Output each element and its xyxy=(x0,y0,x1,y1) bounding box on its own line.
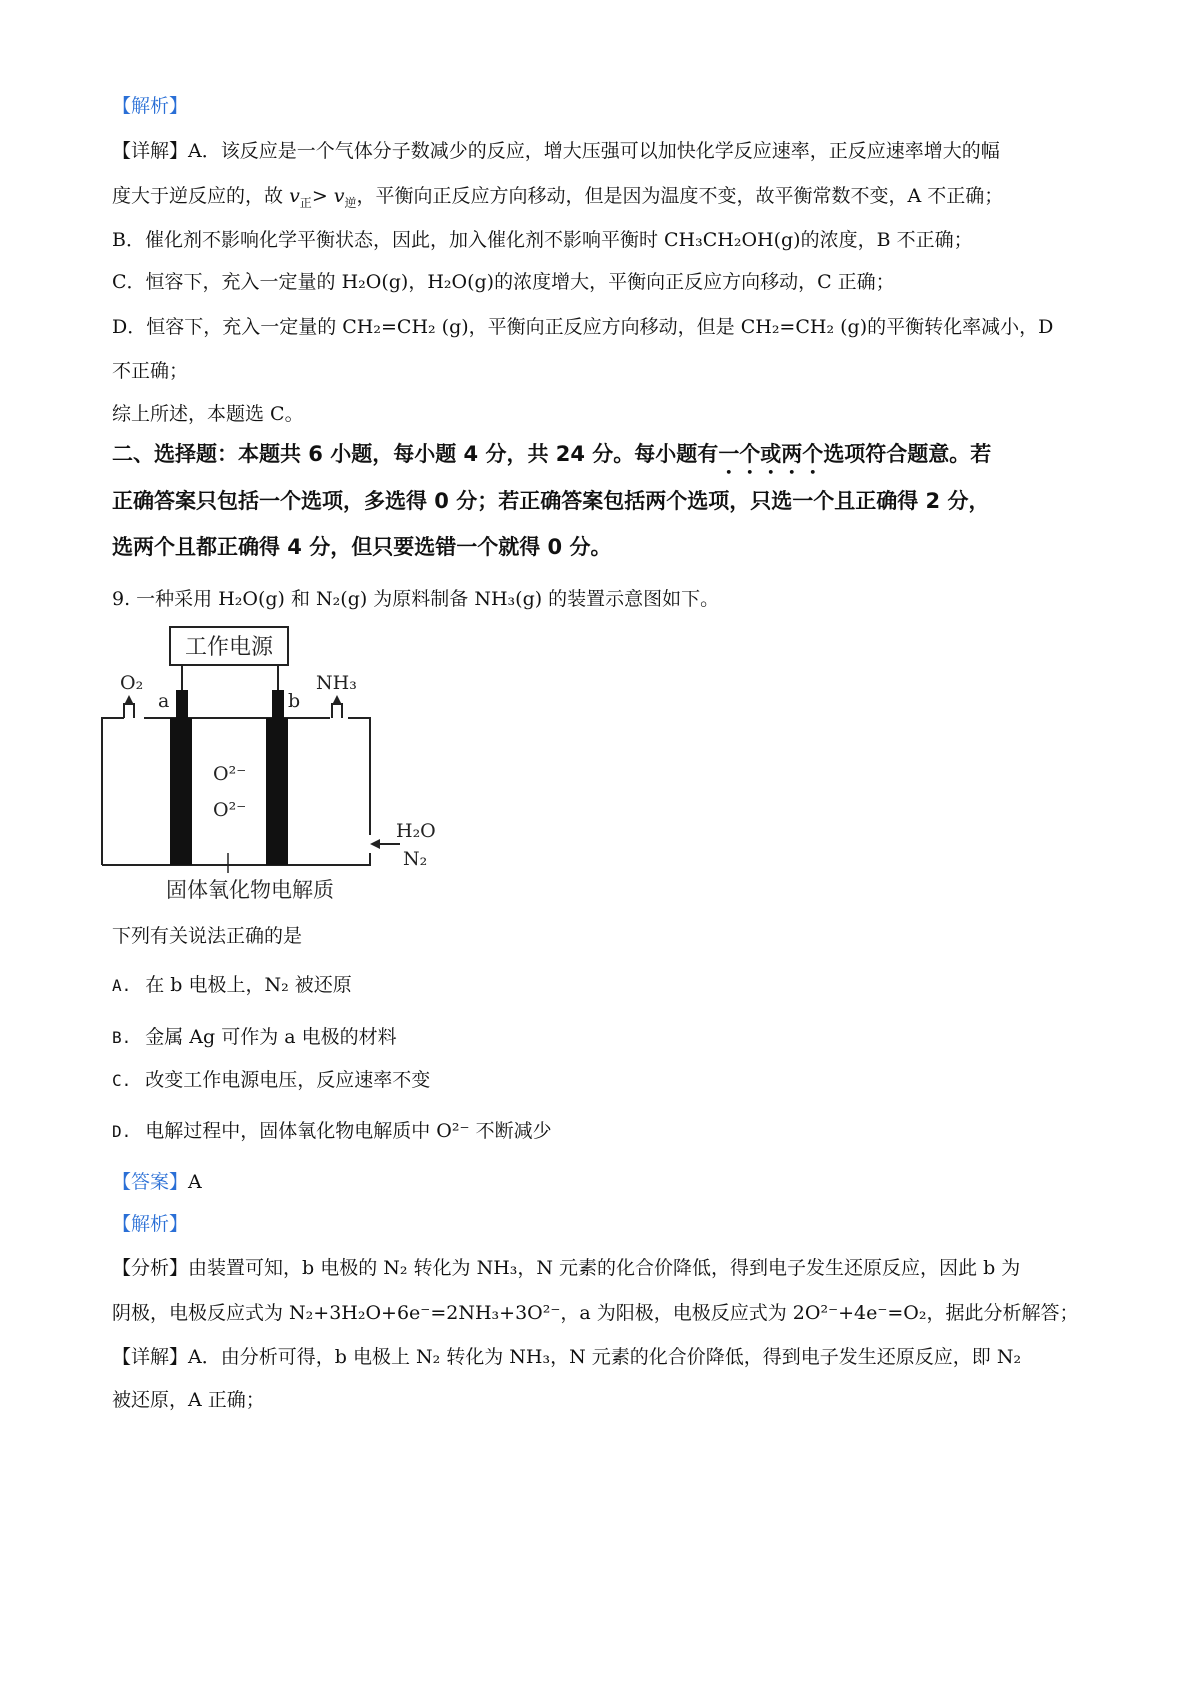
nh3-label: NH₃ xyxy=(316,672,357,694)
fenxi-label: 【分析】 xyxy=(112,1257,189,1279)
h2o-label: H₂O xyxy=(396,820,436,842)
oxide-ion-2: O²⁻ xyxy=(213,799,247,821)
cell-left-wall xyxy=(102,718,124,865)
section-heading-line3: 选两个且都正确得 4 分，但只要选错一个就得 0 分。 xyxy=(112,535,612,559)
option-a xyxy=(112,971,352,1000)
v-symbol: v xyxy=(289,185,300,207)
electrode-a xyxy=(170,718,192,865)
option-c-label: C. xyxy=(112,1071,132,1090)
answer-xiangjie-label: 【详解】 xyxy=(112,1346,189,1368)
electrode-a-top xyxy=(176,690,188,718)
xiangjie-label: 【详解】 xyxy=(112,140,189,162)
detail-line-a1 xyxy=(112,137,1102,165)
o2-label: O₂ xyxy=(120,672,144,694)
option-b-label: B. xyxy=(112,1028,132,1047)
option-b xyxy=(112,1023,397,1052)
analysis-text1: 由装置可知，b 电极的 N₂ 转化为 NH₃，N 元素的化合价降低，得到电子发生还原反应，因此 b 为 xyxy=(188,1257,1021,1279)
option-d-label: D. xyxy=(112,1122,132,1141)
electrode-a-label: a xyxy=(158,690,170,712)
answer-detail-line1 xyxy=(112,1343,1102,1371)
summary-line: 综上所述，本题选 C。 xyxy=(112,403,304,425)
detail-text-a2-post: ，平衡向正反应方向移动，但是因为温度不变，故平衡常数不变，A 不正确； xyxy=(356,185,1004,207)
v-symbol-2: v xyxy=(333,185,345,207)
detail-line-c: C．恒容下，充入一定量的 H₂O(g)，H₂O(g)的浓度增大，平衡向正反应方向移动，C 正确； xyxy=(112,271,895,293)
option-a-text: 在 b 电极上，N₂ 被还原 xyxy=(145,974,352,996)
detail-text-a1: A．该反应是一个气体分子数减少的反应，增大压强可以加快化学反应速率，正反应速率增大的幅 xyxy=(188,140,1000,162)
answer-label: 【答案】 xyxy=(112,1171,189,1193)
cell-bottom-wall xyxy=(102,853,370,865)
cell-right-wall xyxy=(348,718,370,835)
option-c-text: 改变工作电源电压，反应速率不变 xyxy=(145,1069,431,1091)
electrode-b-top xyxy=(272,690,284,718)
answer-detail-text1: A．由分析可得，b 电极上 N₂ 转化为 NH₃，N 元素的化合价降低，得到电子发生还原反应，即 N₂ xyxy=(188,1346,1022,1368)
inlet-arrow-icon xyxy=(370,839,380,849)
detail-text-a2-pre: 度大于逆反应的，故 xyxy=(112,185,284,207)
answer-jiexi-label: 【解析】 xyxy=(112,1213,189,1235)
option-c xyxy=(112,1066,430,1095)
greater-than: > xyxy=(311,185,328,207)
subscript-ni: 逆 xyxy=(344,195,357,210)
oxide-ion-1: O²⁻ xyxy=(213,763,247,785)
electrode-b-label: b xyxy=(288,690,301,712)
section-heading-line1 xyxy=(112,440,1102,479)
subscript-zheng: 正 xyxy=(299,195,312,210)
detail-line-d1: D．恒容下，充入一定量的 CH₂=CH₂ (g)，平衡向正反应方向移动，但是 CH₂=CH₂ (g)的平衡转化率减小，D xyxy=(112,316,1054,338)
power-supply-label: 工作电源 xyxy=(184,635,274,660)
section-heading-line2: 正确答案只包括一个选项，多选得 0 分；若正确答案包括两个选项，只选一个且正确得 2 分， xyxy=(112,489,990,513)
option-d xyxy=(112,1117,552,1146)
electrode-b xyxy=(266,718,288,865)
analysis-line2: 阴极，电极反应式为 N₂+3H₂O+6e⁻=2NH₃+3O²⁻，a 为阳极，电极反应式为 2O²⁻+4e⁻=O₂，据此分析解答； xyxy=(112,1302,1079,1324)
detail-line-b: B．催化剂不影响化学平衡状态，因此，加入催化剂不影响平衡时 CH₃CH₂OH(g)的浓度，B 不正确； xyxy=(112,229,973,251)
answer-detail-line2: 被还原，A 正确； xyxy=(112,1389,265,1411)
detail-line-d2: 不正确； xyxy=(112,360,189,382)
option-b-text: 金属 Ag 可作为 a 电极的材料 xyxy=(145,1026,397,1048)
question-prompt: 下列有关说法正确的是 xyxy=(112,925,303,947)
option-d-text: 电解过程中，固体氧化物电解质中 O²⁻ 不断减少 xyxy=(145,1120,552,1142)
electrolyte-caption: 固体氧化物电解质 xyxy=(166,878,334,902)
detail-line-a2 xyxy=(112,182,1102,217)
n2-label: N₂ xyxy=(403,848,428,870)
heading-line1-post: 选项符合题意。若 xyxy=(823,442,992,466)
jiexi-label: 【解析】 xyxy=(112,95,189,117)
answer-value: A xyxy=(188,1171,202,1193)
nh3-arrow-icon xyxy=(332,695,342,705)
analysis-line1 xyxy=(112,1254,1102,1282)
question-stem: 9. 一种采用 H₂O(g) 和 N₂(g) 为原料制备 NH₃(g) 的装置示意图如下。 xyxy=(112,588,720,610)
heading-line1-pre: 二、选择题：本题共 6 小题，每小题 4 分，共 24 分。每小题有 xyxy=(112,442,719,466)
heading-line1-emph: 一个或两个 xyxy=(718,442,824,466)
o2-arrow-icon xyxy=(124,695,134,705)
answer-line xyxy=(112,1168,1102,1196)
option-a-label: A. xyxy=(112,976,132,995)
